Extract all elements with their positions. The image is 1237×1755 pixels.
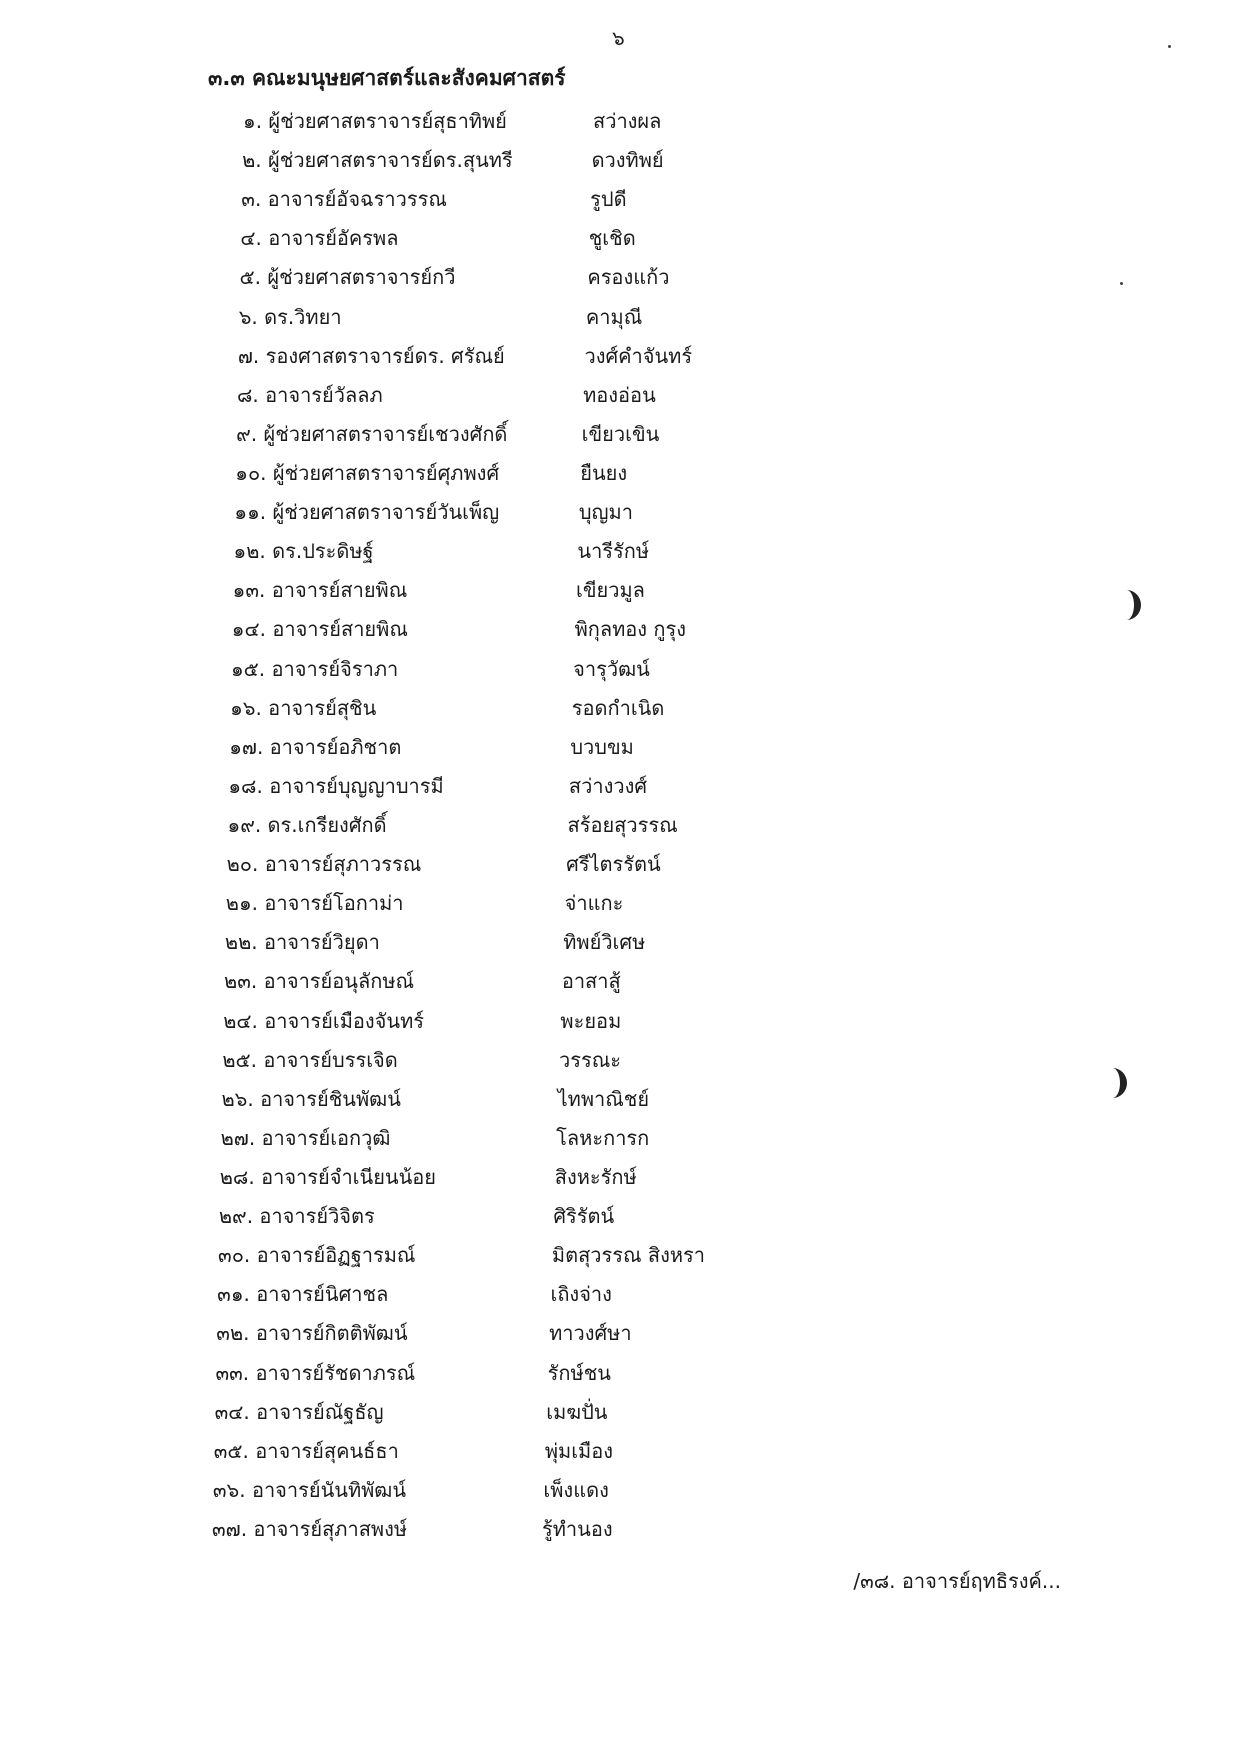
- member-name: ๑๑. ผู้ช่วยศาสตราจารย์วันเพ็ญ: [234, 500, 500, 525]
- member-name: ๒๙. อาจารย์วิจิตร: [218, 1204, 375, 1229]
- member-surname: ทาวงศ์ษา: [549, 1321, 632, 1346]
- member-surname: ชูเชิด: [588, 226, 636, 251]
- member-name: ๓๔. อาจารย์ณัฐธัญ: [214, 1399, 384, 1424]
- member-surname: รอดกำเนิด: [571, 695, 665, 720]
- member-name: ๓๖. อาจารย์นันทิพัฒน์: [212, 1477, 407, 1502]
- member-name: ๖. ดร.วิทยา: [238, 304, 342, 329]
- member-name: ๑๗. อาจารย์อภิชาต: [229, 734, 402, 759]
- scan-mark: [1098, 1068, 1127, 1098]
- member-name: ๒๒. อาจารย์วิยุดา: [224, 930, 380, 955]
- member-surname: รักษ์ชน: [547, 1360, 611, 1385]
- member-name: ๒๘. อาจารย์จำเนียนน้อย: [219, 1165, 436, 1189]
- member-surname: เมฆปั่น: [546, 1399, 608, 1424]
- member-surname: บุญมา: [578, 500, 633, 525]
- member-surname: สว่างวงศ์: [568, 773, 648, 798]
- member-surname: ดวงทิพย์: [591, 148, 664, 173]
- member-surname: วงศ์คำจันทร์: [584, 343, 693, 368]
- member-name: ๒๐. อาจารย์สุภาวรรณ: [226, 852, 422, 877]
- member-name: ๓๕. อาจารย์สุคนธ์ธา: [213, 1438, 399, 1463]
- member-name: ๑๐. ผู้ช่วยศาสตราจารย์ศุภพงศ์: [235, 461, 500, 485]
- member-surname: พิกุลทอง กูรุง: [574, 617, 687, 642]
- member-surname: ยืนยง: [580, 461, 628, 485]
- member-surname: ศิริรัตน์: [553, 1204, 615, 1229]
- scan-speck: [1120, 282, 1123, 285]
- section-heading: ๓.๓ คณะมนุษยศาสตร์และสังคมศาสตร์: [208, 66, 566, 90]
- member-name: ๔. อาจารย์อัครพล: [240, 226, 399, 251]
- member-surname: ทองอ่อน: [583, 382, 656, 407]
- member-surname: เถิงจ่าง: [550, 1282, 612, 1307]
- page-number: ๖: [612, 26, 625, 50]
- member-name: ๒๓. อาจารย์อนุลักษณ์: [224, 969, 415, 994]
- member-name: ๓. อาจารย์อัจฉราวรรณ: [241, 187, 447, 212]
- footer-note: /๓๘. อาจารย์ฤทธิรงค์...: [853, 1569, 1061, 1593]
- member-name: ๙. ผู้ช่วยศาสตราจารย์เชวงศักดิ์: [236, 421, 508, 446]
- member-name: ๓๐. อาจารย์อิฏฐารมณ์: [218, 1243, 416, 1268]
- member-name: ๑๘. อาจารย์บุญญาบารมี: [228, 773, 444, 798]
- scan-mark: [1112, 590, 1141, 620]
- member-name: ๑๓. อาจารย์สายพิณ: [232, 578, 408, 603]
- member-name: ๑๖. อาจารย์สุชิน: [230, 695, 377, 720]
- member-surname: เขียวมูล: [575, 578, 645, 603]
- member-surname: พะยอม: [560, 1008, 622, 1033]
- member-surname: นารีรักษ์: [577, 539, 650, 564]
- scan-speck: [1168, 45, 1171, 48]
- member-name: ๒๕. อาจารย์บรรเจิด: [222, 1047, 398, 1072]
- member-name: ๒๖. อาจารย์ชินพัฒน์: [221, 1086, 401, 1111]
- member-surname: บวบขม: [570, 734, 634, 759]
- member-name: ๑๒. ดร.ประดิษฐ์: [233, 539, 374, 564]
- member-name: ๑๕. อาจารย์จิราภา: [230, 656, 399, 681]
- member-surname: มิตสุวรรณ สิงหรา: [551, 1243, 706, 1268]
- member-name: ๗. รองศาสตราจารย์ดร. ศรัณย์: [237, 343, 505, 368]
- member-name: ๒๑. อาจารย์โอกาม่า: [225, 891, 404, 916]
- member-surname: โลหะการก: [556, 1125, 650, 1150]
- member-name: ๘. อาจารย์วัลลภ: [236, 382, 383, 407]
- member-name: ๓๗. อาจารย์สุภาสพงษ์: [212, 1517, 408, 1541]
- member-surname: วรรณะ: [558, 1047, 621, 1072]
- member-surname: ครองแก้ว: [587, 265, 670, 290]
- member-surname: รู้ทำนอง: [542, 1517, 613, 1541]
- member-name: ๓๒. อาจารย์กิตติพัฒน์: [216, 1321, 408, 1346]
- member-name: ๕. ผู้ช่วยศาสตราจารย์กวี: [239, 265, 456, 290]
- member-surname: จ่าแกะ: [564, 891, 624, 916]
- member-surname: รูปดี: [590, 187, 627, 212]
- member-surname: สิงหะรักษ์: [554, 1165, 637, 1189]
- member-name: ๒๔. อาจารย์เมืองจันทร์: [223, 1008, 424, 1033]
- member-surname: คามุณี: [585, 304, 643, 329]
- member-surname: ทิพย์วิเศษ: [563, 930, 646, 955]
- member-surname: อาสาสู้: [561, 969, 621, 994]
- member-name: ๒๗. อาจารย์เอกวุฒิ: [220, 1125, 391, 1150]
- member-name: ๓๓. อาจารย์รัชดาภรณ์: [215, 1360, 416, 1385]
- member-surname: เขียวเขิน: [581, 421, 660, 446]
- member-name: ๑. ผู้ช่วยศาสตราจารย์สุธาทิพย์: [243, 109, 507, 133]
- member-name: ๑๔. อาจารย์สายพิณ: [231, 617, 408, 642]
- member-name: ๑๙. ดร.เกรียงศักดิ์: [227, 813, 387, 837]
- member-surname: สร้อยสุวรรณ: [567, 813, 678, 837]
- member-name: ๒. ผู้ช่วยศาสตราจารย์ดร.สุนทรี: [242, 148, 513, 173]
- member-surname: ไทพาณิชย์: [557, 1086, 650, 1111]
- member-surname: พุ่มเมือง: [544, 1438, 613, 1463]
- member-surname: ศรีไตรรัตน์: [566, 852, 661, 877]
- member-surname: เพ็งแดง: [543, 1477, 609, 1502]
- member-name: ๓๑. อาจารย์นิศาชล: [217, 1282, 389, 1307]
- member-surname: จารุวัฒน์: [573, 656, 650, 681]
- member-surname: สว่างผล: [593, 109, 662, 133]
